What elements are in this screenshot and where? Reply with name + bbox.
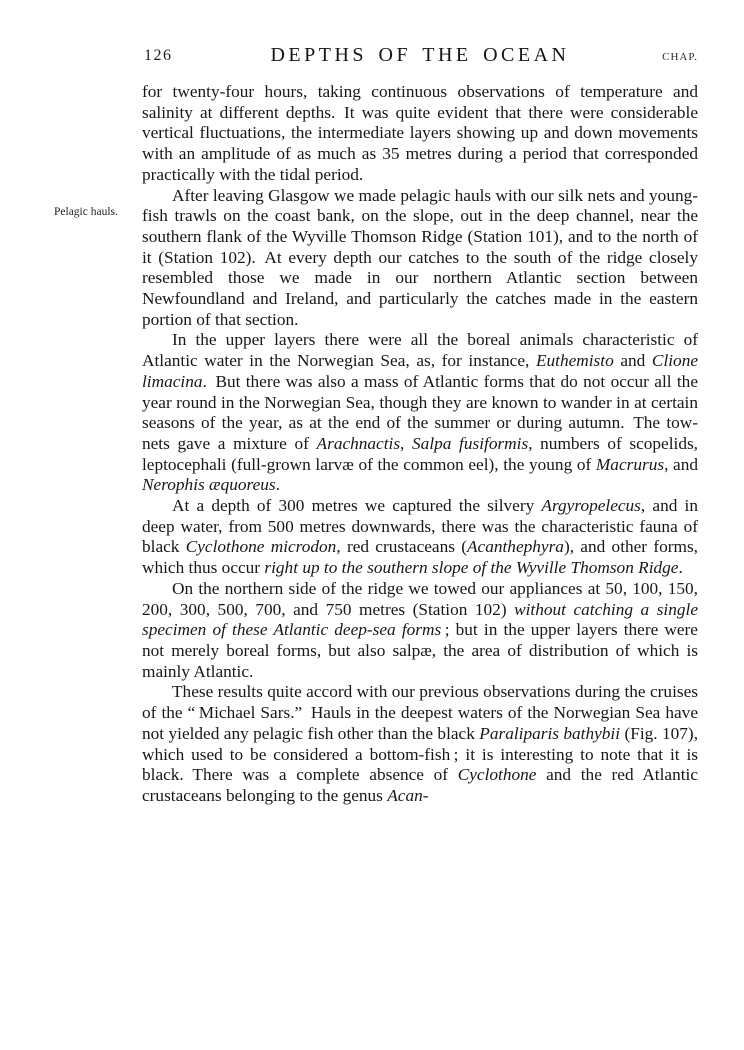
text-run: . But there was also a mass of Atlantic forms that do not occur all the year round in the Norwegian Sea, though they are known to wander in at certain seasons of the year, as at the end of the summer or during autumn. The tow-nets gave a mixture of (142, 371, 698, 453)
italic-text-run: Acan- (387, 785, 429, 805)
margin-note: Pelagic hauls. (54, 206, 118, 218)
text-run: ), and other forms, which thus occur (142, 537, 698, 578)
italic-text-run: Nerophis æquoreus (142, 475, 276, 495)
paragraph (142, 82, 698, 186)
chapter-label: CHAP. (662, 51, 698, 63)
text-run: , red crustaceans ( (336, 537, 467, 557)
text-run: At a depth of 300 metres we captured the silvery (172, 496, 542, 516)
text-run: , and (664, 454, 698, 474)
italic-text-run: Argyropelecus (541, 496, 641, 516)
text-run: . (275, 475, 280, 495)
paragraph (142, 496, 698, 579)
running-title: DEPTHS OF THE OCEAN (270, 44, 570, 66)
text-run: . (678, 558, 683, 578)
italic-text-run: Euthemisto (535, 351, 614, 371)
text-run: ; but in the upper layers there were not merely boreal forms, but also salpæ, the area of distribution of which is mainly Atlantic. (142, 620, 698, 681)
text-run: These results quite accord with our previous observations during the cruises of the “ Michael Sars.” Hauls in the deepest waters of the Norwegian Sea have not yielded any pelagic fish other than the black (142, 682, 698, 743)
italic-text-run: without catching a single specimen of these Atlantic deep-sea forms (142, 599, 698, 640)
italic-text-run: right up to the southern slope of the Wyville Thomson Ridge (264, 558, 679, 578)
text-run: , and in deep water, from 500 metres downwards, there was the characteristic fauna of black (142, 496, 698, 557)
italic-text-run: Macrurus (595, 454, 665, 474)
page-number: 126 (144, 47, 173, 64)
italic-text-run: Paraliparis bathybii (479, 723, 621, 743)
paragraph (142, 682, 698, 806)
italic-text-run: Acanthephyra (467, 537, 564, 557)
text-run: for twenty-four hours, taking continuous observations of temperature and salinity at different depths. It was quite evident that there were considerable vertical fluctuations, the intermediate layers showing up and down movements with an amplitude of as much as 35 metres during a period that corresponded practically with the tidal period. (142, 82, 698, 184)
paragraph (142, 579, 698, 683)
running-head (142, 44, 698, 68)
italic-text-run: Clione limacina (142, 351, 699, 391)
italic-text-run: Cyclothone microdon (185, 537, 337, 557)
text-run: and (613, 351, 652, 371)
text-run: , numbers of scopelids, leptocephali (full-grown larvæ of the common eel), the young of (142, 433, 699, 474)
body-text (142, 82, 698, 807)
paragraph (142, 186, 698, 331)
text-run: After leaving Glasgow we made pelagic hauls with our silk nets and young-fish trawls on the coast bank, on the slope, out in the deep channel, near the southern flank of the Wyville Thomson Ridge (Station 101), and to the north of it (Station 102). At every depth our catches to the south of the ridge closely resembled those we made in our northern Atlantic section between Newfoundland and Ireland, and particularly the catches made in the eastern portion of that section. (142, 185, 698, 329)
text-run: In the upper layers there were all the boreal animals characteristic of Atlantic water in the Norwegian Sea, as, for instance, (142, 330, 698, 371)
text-run: and the red Atlantic crustaceans belonging to the genus (142, 765, 698, 805)
text-run: (Fig. 107), which used to be considered a bottom-fish ; it is interesting to note that it is black. There was a complete absence of (142, 723, 699, 785)
italic-text-run: Cyclothone (457, 765, 537, 785)
paragraph (142, 330, 698, 496)
italic-text-run: Salpa fusiformis (412, 433, 529, 453)
italic-text-run: Arachnactis (316, 433, 401, 453)
text-run: On the northern side of the ridge we towed our appliances at 50, 100, 150, 200, 300, 500, 700, and 750 metres (Station 102) (142, 578, 698, 619)
text-run: , (400, 433, 413, 453)
